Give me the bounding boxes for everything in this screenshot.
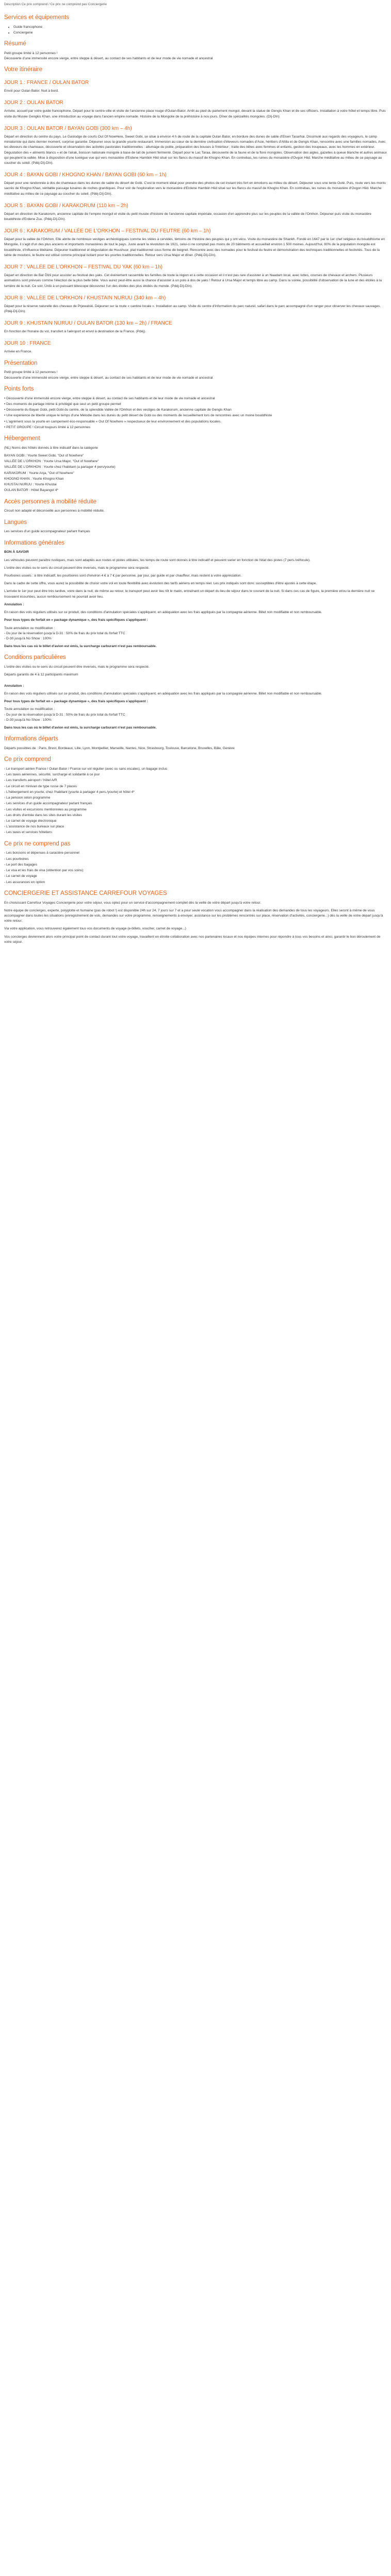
forfait-label: Pour tous types de forfait en « package dynamique », des frais spécifiques s'appliquent : <box>4 700 148 704</box>
day-title: JOUR 5 : BAYAN GOBI / KARAKORUM (110 km – 2h) <box>4 202 128 209</box>
day-text: Départ en direction de Bat Ölzii pour assister au festival des yaks. Cet événement rassemble les familles de toute la région et a cette occasion et il n'est pas rare d'assister à un Naadam local, avec luttes, courses de chevaux et archers. Plusieurs animations sont prévues comme l'élection de la plus belle bête. Vous aurez peut-être aussi la chance d'assister à un polo à dos de yaks ! Retour à Ursa Major et temps libre au camp. Dans la soirée, possibilité d'observation de la lune et des étoiles à la lumière de la nuit. Ce soir, Ürdù à un puissant télescope découvrez l'un des étoiles des plus étoilés du monde. (Pdéj-Dîj-Dîn). <box>4 274 382 288</box>
conditions-title: Conditions particulières <box>4 654 66 661</box>
annulation-text: En raison des vols réguliers utilisés sur ce produit, des conditions d'annulation spéciales s'appliquent, en adéquation avec les frais appliqués par la compagnie aérienne. Billet non modifiable et non remboursable. <box>4 611 322 615</box>
annulation-label: Annulation : <box>4 602 24 606</box>
mobilite-title: Accès personnes à mobilité réduite <box>4 498 96 505</box>
day-title: JOUR 7 : VALLÉE DE L'ORKHON – FESTIVAL DU YAK (60 km – 1h) <box>4 264 163 270</box>
hebergement-title: Hébergement <box>4 435 40 442</box>
prix-comprend-list <box>4 767 387 836</box>
list-item: KHOGNO KHAN : Yourte Khogno Khan <box>4 477 64 481</box>
list-item: • Découverte du Bayan Gobi, petit Gobi du centre, de la splendide Vallée de l'Orkhon et des vestiges de Karakorum, ancienne capitale de Gengis Khan <box>4 408 232 412</box>
list-item: - La pension selon programme <box>4 796 51 800</box>
conciergerie-paragraph: Via votre application, vous retrouverez également tous vos documents de voyage (e-billets, voucher, carnet de voyage...) <box>4 927 186 931</box>
forfait-line: Toute annulation ou modification : <box>4 626 55 630</box>
breadcrumb: Description Ce prix comprend / Ce prix ne comprend pas Conciergerie <box>4 3 107 6</box>
list-item: - Le visa et les frais de visa (obtention par vos soins) <box>4 869 84 873</box>
forfait-line: - Du jour de la réservation jusqu'à D-31 : 50% de frais du prix total du forfait TTC <box>4 631 125 635</box>
conciergerie-paragraph: En choisissant Carrefour Voyages Conciergerie pour votre séjour, vous optez pour un service d'accompagnement complet dès la veille de votre départ jusqu'à votre retour. <box>4 901 262 905</box>
list-item: - Les visites et excursions mentionnées au programme <box>4 807 87 811</box>
infos-depart-text: Départs possibles de : Paris, Brest, Bordeaux, Lille, Lyon, Montpellier, Marseille, Nantes, Nice, Strasbourg, Toulouse, Barcelone, Bruxelles, Bâle, Genève <box>4 747 235 750</box>
points-forts-title: Points forts <box>4 385 34 392</box>
mobilite-text: Circuit non adapté et déconseillé aux personnes à mobilité réduite. <box>4 509 105 513</box>
hebergement-intro: (NL) Noms des hôtels donnés à titre indicatif dans la catégorie <box>4 446 98 450</box>
list-item: • Une expérience de liberté unique le temps d'une Mélodie dans les dunes du petit désert de Gobi ou des moments de recueillement lors de rencontres avec un moine bouddhiste <box>4 414 272 418</box>
surcharge-note: Dans tous les cas où le billet d'avion est émis, la surcharge carburant n'est pas remboursable. <box>4 645 157 649</box>
conditions-paragraph: L'ordre des visites ou le sens du circuit peuvent être inversés, mais le programme sera respecté. <box>4 665 150 669</box>
list-item: VALLÉE DE L'ORKHON : Yourte Ursa Major, "Out of Nowhere" <box>4 460 99 464</box>
list-item: - Les pourboires <box>4 857 29 861</box>
list-item: • Guide francophone <box>13 25 387 30</box>
presentation-line: Petit groupe limité à 12 personnes ! <box>4 370 58 375</box>
list-item: - Le carnet de voyage <box>4 874 37 878</box>
list-item: - Les transferts aéroport / hôtel A/R <box>4 778 57 783</box>
annulation-label: Annulation : <box>4 684 24 688</box>
day-text: Départ en direction du centre du pays. Le Gaslodge de courts Out Of NowHere, Sweet Gobi, se situe à environ 4 h de route de la capitale Oulan Bator, en bordure des dunes de sable d'Elsen Tasarhai. Dissimulé aux regards des voyageurs, le camp miniaturiste qui dans dernier moment, surprise garantie. Déjeuner sous la grande yourte restaurant. Immersion au cœur de la dernière civilisation d'éleveurs nomades d'Asie, héritiers d'Attila et de Gengis Khan, rencontre avec une familles nomades. Avec les éleveurs de chameaux, découverte et observation des activités pastorales traditionnelles : allumage du poêle, préparation des bouses à l'intérieur ; traite des bêtes avec femmes et enfants, gestion des troupeaux, avec les hommes en extérieur. Dégustation des « aliments blancs » et de l'airak, boisson nationale mongole à base de lait de jument fermenté. Départ pour le Lac Taraa, découverte de la faune et de la flore mongoles. Observation des aigles, gazelles à queue blanche et autres animaux qui peuplent la vallée. Mise à disposition d'une luxiègue vue qui vers monastère d'Erdene Hambiin Hiid situé sur les flancs du massif de Khogno Khan. En contrebas, les ruines du monastère d'Ovgon Hiid. Marche méditative au milieu de ce paysage au coucher du soleil. (Pdéj-Dîj-Dîn). <box>4 134 387 165</box>
forfait-lines <box>4 626 387 642</box>
prix-ne-comprend-list <box>4 851 387 885</box>
info-paragraph: Les véhicules peuvent paraître rustiques, mais sont adaptés aux routes et pistes utilisées, les temps de route sont donnés à titre indicatif et peuvent varier en fonction de l'état des pistes (7 pers./véhicule). <box>4 558 311 562</box>
info-paragraph: L'ordre des visites ou le sens du circuit peuvent être inversés, mais le programme sera respecté. <box>4 566 150 570</box>
list-item: KHUSTAI NURUU : Yourte Khustai <box>4 483 57 487</box>
list-item: - Les taxes et services hôteliers. <box>4 831 53 835</box>
list-item: - L'assistance de nos bureaux sur place <box>4 825 64 829</box>
day-title: JOUR 3 : OULAN BATOR / BAYAN GOBI (300 km – 4h) <box>4 125 132 131</box>
infos-depart-title: Informations départs <box>4 736 58 742</box>
resume-line: Découverte d'une immensité encore vierge, entre steppe & désert, au contact de ses habitants et de leur mode de vie nomade et ancestral <box>4 57 213 61</box>
services-list <box>4 25 387 36</box>
services-title: Services et équipements <box>4 14 69 21</box>
day-text: Départ pour la réserve naturelle des chevaux de Prjewalski. Déjeuner sur la route « cantine locale ». Installation au camp. Visite du centre d'information du parc naturel, safari dans le parc accompagné d'un ranger pour observer les chevaux sauvages. (Pdéj-Dîj-Dîn). <box>4 304 381 313</box>
points-forts-list <box>4 396 387 430</box>
list-item: - Le circuit en minivan de type russe de 7 places <box>4 784 77 788</box>
langues-title: Langues <box>4 519 27 526</box>
day-text: Arrivée, accueil par votre guide francophone. Départ pour le centre-ville et visite de l'ancienne place rouge d'Oulan-Bator. Arrêt au pied du parlement mongol, devant la statue de Gengis Khan et de ses officiers. Installation à votre hôtel et temps libre. Puis visite du Musée Gengkis Khan, une introduction au voyage dans l'ancien empire nomade. Histoire de la Mongolie de la préhistoire à nos jours. Dîner de spécialités mongoles. (Dîj-Dîn) <box>4 109 386 118</box>
list-item: • Découverte d'une immensité encore vierge, entre steppe & désert, au contact de ses habitants et de leur mode de vie nomade et ancestral <box>4 396 215 400</box>
day-title: JOUR 1 : FRANCE / OULAN BATOR <box>4 80 89 86</box>
prix-ne-comprend-title: Ce prix ne comprend pas <box>4 840 71 847</box>
list-item: • L'agrément sous la yourte en campement éco-responsable « Out Of Nowhere » respectueux de leur environnement et des populations locales. <box>4 419 222 423</box>
day-title: JOUR 9 : KHUSTAIN NURUU / OULAN BATOR (130 km – 2h) / FRANCE <box>4 320 172 327</box>
day-title: JOUR 10 : FRANCE <box>4 341 51 347</box>
info-paragraph: L'arrivée le 1er jour peut être très tardive, voire dans la nuit, de même au retour, le transport peut avoir lieu tôt le matin, entraînant un départ du lieu de séjour dans le courant de la nuit. Si dans ces cas de figure, la première et/ou la dernière nuit se trouvaient écourtées, aucun remboursement ne pourrait avoir lieu. <box>4 589 375 599</box>
list-item: OULAN BATOR : Hôtel Bayangol 4* <box>4 488 58 493</box>
day-text: Départ pour la vallée de l'Orkhon. Elle abrite de nombreux vestiges archéologiques comme les stèles à cervidés, témoins de l'histoire des peuples qui y ont vécu. Visite du monastère de Shankh. Fondé en 1647 par le 1er chef religieux du bouddhisme en Mongolie, il s'agit d'un des plus anciens et importants monastères de tout le pays. Juste avant la révolution de 1921, celui-ci ne comptait pas moins de 20 bâtiments et accueillait environ 1 500 moines. Aujourd'hui, 80% de la population mongole est bouddhiste, d'influence tibétaine. Déjeuner traditionnel et dégustation de Huushuur, plat traditionnel sous forme de beignet. Rencontre avec des nomades pour le festival du feutre et démonstration des techniques traditionnelles et festivités. Tous de la tatrie de moutons, le feutre est utilisé comme principal isolant pour les yourtes traditionnelles. Retour vers Ursa Major et dîner. (Pdéj-Dîj-Dîn). <box>4 238 385 257</box>
day-text: Départ en direction de Karakorum, ancienne capitale de l'empire mongol et visite du petit musée d'histoire de l'ancienne capitale impériale, occasion d'en apprendre plus sur les peuples de la vallée de l'Orkhon. Déjeuner puis visite du monastère bouddhiste d'Erdene Zuu. (Pdéj-Dîj-Dîn). <box>4 212 371 222</box>
list-item: - Le carnet de voyage électronique <box>4 819 57 823</box>
presentation-title: Présentation <box>4 360 38 366</box>
conciergerie-paragraph: Vos concierges deviennent alors votre principal point de contact durant tout votre voyage, travaillent en étroite collaboration avec nos partenaires locaux et nos équipes internes pour répondre à tous vos besoins et ainsi, garantir le bon déroulement de votre séjour. <box>4 935 381 944</box>
resume-text <box>4 51 387 61</box>
list-item: • PETIT GROUPE ! Circuit toujours limité à 12 personnes <box>4 425 91 429</box>
list-item: BAYAN GOBI : Yourte Sweet Gobi, "Out of Nowhere" <box>4 454 84 458</box>
day-text: Départ pour une randonnée à dos de chameaux dans les dunes de sable du désert de Gobi. C'est le moment idéal pour prendre des photos de cet instant très fort en émotions au milieu du désert. Déjeuner sous une tente Outé. Puis, route vers les monts sacrés de Khogno Khan, véritable passage lunaires de roches granitiques. Pour voir de l'exploration vers le monastère d'Erdene Hambiin Hiid situé sur les flancs du massif de Khogno Khan. En contrebas, les ruines du monastère d'Ovgon Hiid. Marche méditative au milieu de ce paysage au coucher du soleil. (Pdéj-Dîj-Dîn). <box>4 181 386 196</box>
prix-comprend-title: Ce prix comprend <box>4 756 51 763</box>
day-text: Arrivée en France. <box>4 350 32 354</box>
presentation-text <box>4 370 387 380</box>
list-item: - Le transport aérien France / Oulan Bator / France sur vol régulier (avec ou sans escales), un bagage inclus <box>4 767 168 771</box>
forfait-line: - D-30 jusqu'à No Show : 100% <box>4 637 52 640</box>
list-item: • Des moments de partage intime & privilégié que seul un petit groupe permet <box>4 402 121 406</box>
conciergerie-paragraph: Notre équipe de concierges, experte, polyglotte et humaine (pas de robot !) est disponible 24h sur 24, 7 jours sur 7 et a pour seule vocation vous accompagner dans la réalisation des demandes de tous les voyageurs. Elles seront à même de vous accompagner dans toutes les situations (enregistrement de vols, demandes sur votre programme, renseignements à envoyer, assistance sur les problèmes rencontrés sur place, réservation d'activités, conciergerie...) dès la veille de votre départ jusqu'à votre retour. <box>4 908 383 923</box>
info-paragraph: Pourboires usuels : à titre indicatif, les pourboires sont d'environ 4 € à 7 € par personne, par jour, par guide et par chauffeur, mais restent à votre appréciation. <box>4 574 242 578</box>
presentation-line: Découverte d'une immensité encore vierge, entre steppe & désert, au contact de ses habitants et de leur mode de vie nomade et ancestral <box>4 376 213 380</box>
day-text: En fonction de l'horaire du vol, transfert à l'aéroport et envol à destination de la France. (Pdéj). <box>4 330 146 334</box>
resume-title: Résumé <box>4 41 26 47</box>
page <box>0 0 391 945</box>
list-item: - Le port des bagages <box>4 862 38 867</box>
list-item: KARAKORUM : Yourte Anja, "Out of Nowhere" <box>4 471 74 475</box>
day-title: JOUR 6 : KARAKORUM / VALLÉE DE L'ORKHON – FESTIVAL DU FEUTRE (60 km – 1h) <box>4 228 211 234</box>
bon-a-savoir-label: BON À SAVOIR <box>4 550 29 554</box>
day-title: JOUR 2 : OULAN BATOR <box>4 100 63 106</box>
forfait-lines <box>4 707 387 723</box>
resume-line: Petit groupe limité à 12 personnes ! <box>4 51 58 55</box>
list-item: VALLÉE DE L'ORKHON : Yourte chez l'habitant (a partager 4 pers/yourte) <box>4 465 116 469</box>
info-paragraph: Dans le cadre de cette offre, vous aurez la possibilité de choisir votre vol en toute flexibilité avec évolution des tarifs aériens en temps réel. Les prix indiqués sont donc susceptibles d'être ajustés à cette étape. <box>4 582 317 586</box>
infos-generales-title: Informations générales <box>4 539 64 546</box>
langues-text: Les services d'un guide accompagnateur parlant français <box>4 530 90 534</box>
day-title: JOUR 4 : BAYAN GOBI / KHOGNO KHAN / BAYAN GOBI (60 km – 1h) <box>4 172 167 178</box>
hebergement-list <box>4 453 387 494</box>
day-title: JOUR 8 : VALLÉE DE L'ORKHON / KHUSTAIN NURUU (340 km – 4h) <box>4 295 166 301</box>
list-item: - Les services d'un guide accompagnateur parlant français <box>4 802 92 806</box>
forfait-line: - Du jour de la réservation jusqu'à D-31 : 50% de frais du prix total du forfait TTC <box>4 713 125 717</box>
forfait-label: Pour tous types de forfait en « package dynamique », des frais spécifiques s'appliquent : <box>4 618 148 622</box>
itinerary-title: Votre itinéraire <box>4 66 43 73</box>
forfait-line: - D-30 jusqu'à No Show : 100% <box>4 718 52 722</box>
conditions-paragraph: Départs garantis de 4 à 12 participants maximum <box>4 673 78 677</box>
conciergerie-title: CONCIERGERIE ET ASSISTANCE CARREFOUR VOYAGES <box>4 890 167 896</box>
list-item: - Les assurances en option <box>4 880 45 884</box>
forfait-line: Toute annulation ou modification : <box>4 707 55 711</box>
list-item: - Les droits d'entrée dans les sites durant les visites <box>4 813 82 817</box>
surcharge-note: Dans tous les cas où le billet d'avion est émis, la surcharge carburant n'est pas remboursable. <box>4 725 157 730</box>
list-item: - L'hébergement en yourte, chez l'habitant (yourte à partager 4 pers./yourte) et hôtel 4* <box>4 790 135 794</box>
annulation-text: En raison des vols réguliers utilisés sur ce produit, des conditions d'annulation spéciales s'appliquent, en adéquation avec les frais appliqués par la compagnie aérienne. Billet non modifiable et non remboursable. <box>4 691 322 696</box>
day-text: Envol pour Oulan Bator. Nuit à bord. <box>4 89 59 93</box>
list-item: - Les taxes aériennes, sécurité, surcharge et solidarité à ce jour <box>4 773 100 777</box>
list-item: - Les boissons et dépenses à caractère personnel <box>4 851 79 855</box>
list-item: • Conciergerie <box>13 30 387 36</box>
